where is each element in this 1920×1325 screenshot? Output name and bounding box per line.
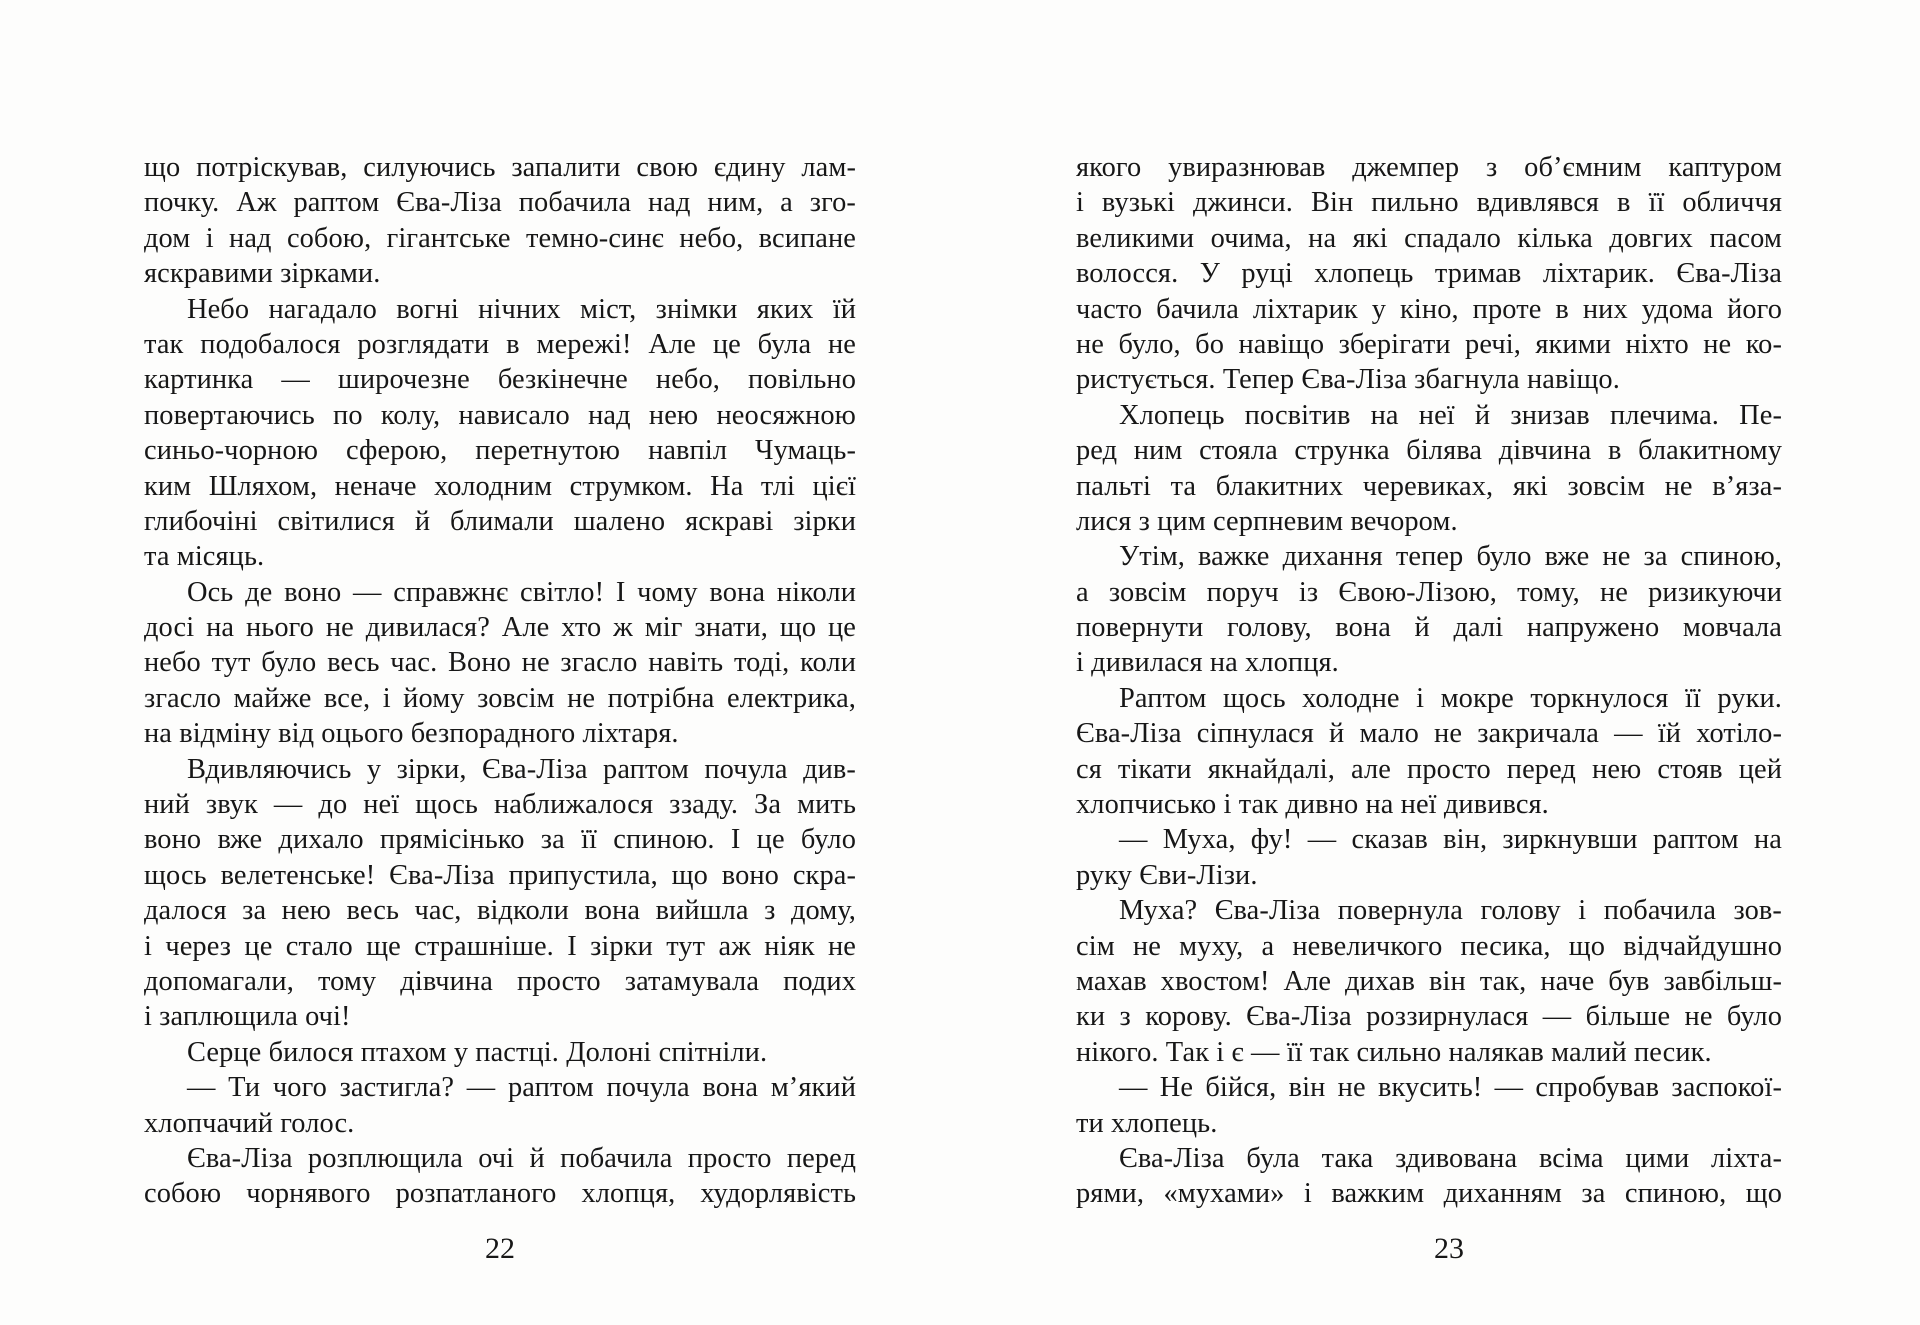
text-line: на відміну від оцього безпорадного ліхтаря.	[144, 718, 679, 750]
text-line: небо тут було весь час. Воно не згасло навіть тоді, коли	[144, 647, 856, 679]
text-line: та місяць.	[144, 541, 265, 573]
text-line: Хлопець посвітив на неї й знизав плечима. Пе-	[1119, 399, 1782, 431]
text-line: почку. Аж раптом Єва-Ліза побачила над ним, а зго-	[144, 187, 856, 219]
text-line: ким Шляхом, неначе холодним струмком. На тлі цієї	[144, 470, 856, 502]
text-line: сім не муху, а невеличкого песика, що відчайдушно	[1076, 930, 1782, 962]
text-line: глибочіні світилися й блимали шалено яскраві зірки	[144, 505, 856, 537]
text-line: Вдивляючись у зірки, Єва-Ліза раптом почула див-	[187, 753, 856, 785]
text-line: — Муха, фу! — сказав він, зиркнувши раптом на	[1119, 824, 1782, 856]
text-line: пальті та блакитних черевиках, які зовсім не в’яза-	[1076, 470, 1782, 502]
text-line: — Не бійся, він не вкусить! — спробував заспокої-	[1119, 1072, 1782, 1104]
text-line: хлопчачий голос.	[144, 1107, 355, 1139]
text-line: волосся. У руці хлопець тримав ліхтарик. Єва-Ліза	[1076, 258, 1782, 290]
text-line: махав хвостом! Але дихав він так, наче був завбільш-	[1076, 965, 1782, 997]
text-line: якого увиразнював джемпер з об’ємним каптуром	[1076, 152, 1782, 183]
text-line: і заплющила очі!	[144, 1001, 351, 1033]
text-line: так подобалося розглядати в мережі! Але це була не	[144, 328, 856, 360]
text-line: Серце билося птахом у пастці. Долоні спітніли.	[187, 1036, 768, 1068]
text-line: собою чорнявого розпатланого хлопця, худорлявість	[144, 1178, 856, 1210]
text-line: Ось де воно — справжнє світло! І чому вона ніколи	[187, 576, 856, 608]
text-line: Єва-Ліза розплющила очі й побачила просто перед	[187, 1142, 856, 1174]
text-line: ред ним стояла струнка білява дівчина в блакитному	[1076, 435, 1782, 467]
text-line: ки з корову. Єва-Ліза роззирнулася — більше не було	[1076, 1001, 1782, 1033]
text-line: досі на нього не дивилася? Але хто ж міг знати, що це	[144, 612, 856, 644]
text-line: хлопчисько і так дивно на неї дивився.	[1076, 789, 1549, 821]
text-line: руку Єви-Лізи.	[1076, 859, 1258, 891]
text-line: часто бачила ліхтарик у кіно, проте в них удома його	[1076, 293, 1782, 325]
text-line: дом і над собою, гігантське темно-синє небо, всипане	[144, 222, 856, 254]
text-line: і через це стало ще страшніше. І зірки тут аж ніяк не	[144, 930, 856, 962]
text-line: лися з цим серпневим вечором.	[1076, 505, 1458, 537]
text-line: згасло майже все, і йому зовсім не потрібна електрика,	[144, 682, 856, 714]
text-line: ристується. Тепер Єва-Ліза збагнула навіщо.	[1076, 364, 1620, 396]
text-line: а зовсім поруч із Євою-Лізою, тому, не ризикуючи	[1076, 576, 1782, 608]
text-line: і дивилася на хлопця.	[1076, 647, 1339, 679]
text-line: великими очима, на які спадало кілька довгих пасом	[1076, 222, 1782, 254]
text-line: ти хлопець.	[1076, 1107, 1218, 1139]
text-line: воно вже дихало прямісінько за її спиною. І це було	[144, 824, 856, 856]
text-line: ся тікати якнайдалі, але просто перед нею стояв цей	[1076, 753, 1782, 785]
page-23	[960, 0, 1920, 1325]
text-line: Утім, важке дихання тепер було вже не за спиною,	[1119, 541, 1782, 573]
text-line: допомагали, тому дівчина просто затамувала подих	[144, 965, 856, 997]
text-line: що потріскував, силуючись запалити свою єдину лам-	[144, 152, 856, 183]
text-line: Єва-Ліза була така здивована всіма цими ліхта-	[1119, 1142, 1782, 1174]
text-line: щось велетенське! Єва-Ліза припустила, що воно скра-	[144, 859, 856, 891]
text-line: повернути голову, вона й далі напружено мовчала	[1076, 612, 1782, 644]
text-line: яскравими зірками.	[144, 258, 381, 290]
text-line: не було, бо навіщо зберігати речі, якими ніхто не ко-	[1076, 328, 1782, 360]
page-number-22: 22	[485, 1232, 515, 1265]
text-line: — Ти чого застигла? — раптом почула вона м’який	[187, 1072, 856, 1104]
text-line: далося за нею весь час, відколи вона вийшла з дому,	[144, 895, 856, 927]
text-line: картинка — широчезне безкінечне небо, повільно	[144, 364, 856, 396]
text-line: нікого. Так і є — її так сильно налякав малий песик.	[1076, 1036, 1712, 1068]
text-line: Небо нагадало вогні нічних міст, знімки яких їй	[187, 293, 856, 325]
text-line: рями, «мухами» і важким диханням за спиною, що	[1076, 1178, 1782, 1210]
text-line: синьо-чорною сферою, перетнутою навпіл Чумаць-	[144, 435, 856, 467]
text-line: Муха? Єва-Ліза повернула голову і побачила зов-	[1119, 895, 1782, 927]
page-22-text-column	[144, 150, 856, 1212]
text-line: Раптом щось холодне і мокре торкнулося її руки.	[1119, 682, 1782, 714]
page-23-text-column	[1076, 150, 1782, 1212]
text-line: Єва-Ліза сіпнулася й мало не закричала — їй хотіло-	[1076, 718, 1782, 750]
text-line: ний звук — до неї щось наближалося ззаду. За мить	[144, 789, 856, 821]
text-line: повертаючись по колу, нависало над нею неосяжною	[144, 399, 856, 431]
page-number-23: 23	[1434, 1232, 1464, 1265]
text-line: і вузькі джинси. Він пильно вдивлявся в її обличчя	[1076, 187, 1782, 219]
